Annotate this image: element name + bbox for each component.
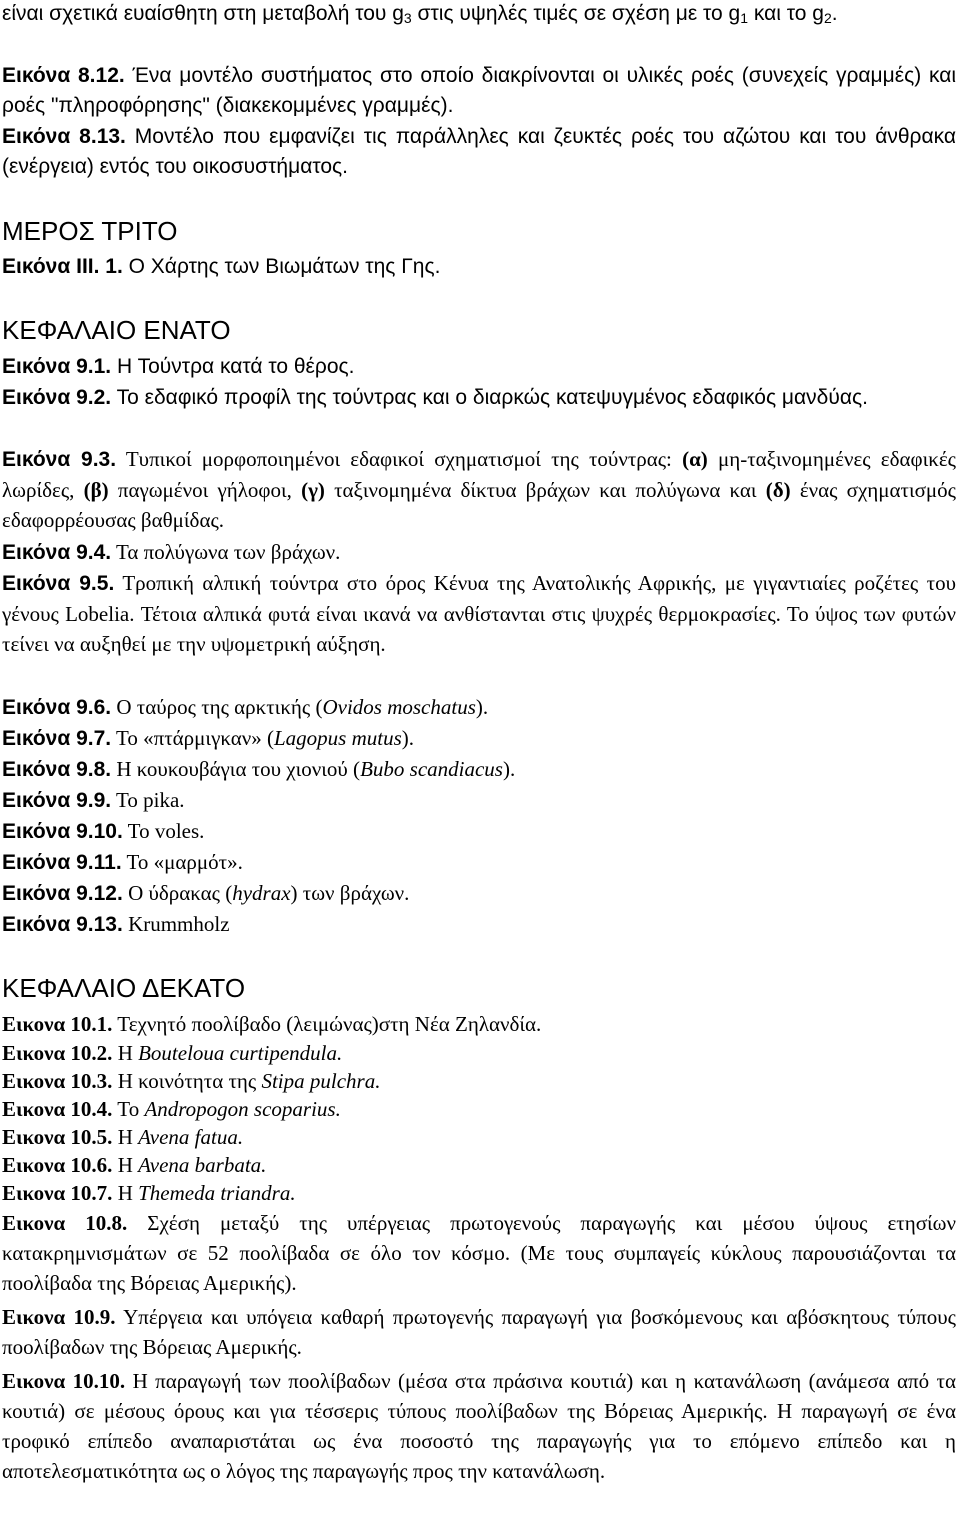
section-heading-part-three: ΜΕΡΟΣ ΤΡΙΤΟ (2, 216, 178, 246)
chapter-heading-nine: ΚΕΦΑΛΑΙΟ ΕΝΑΤΟ (2, 315, 231, 345)
intro-text: είναι σχετικά ευαίσθητη στη μεταβολή του g (2, 2, 404, 25)
figure-text: Σχέση μεταξύ της υπέργειας πρωτογενούς παραγωγής και μέσου ύψους ετησίων κατακρημνισμάτων σε 52 ποολίβαδα σε όλο τον κόσμο. (Με τους συμπαγείς κύκλους παρουσιάζονται τα ποολίβαδα της Βόρειας Αμερικής). (2, 1211, 956, 1295)
figure-text: Τυπικοί μορφοποιημένοι εδαφικοί σχηματισμοί της τούντρας: (116, 447, 683, 471)
species-name: Lagopus mutus (274, 726, 402, 750)
figure-text: ένας σχηματισμός εδαφορρέουσας βαθμίδας. (2, 478, 956, 532)
figure-label: Εικόνα 8.13. (2, 125, 126, 148)
figure-text: Η κοινότητα της (112, 1069, 262, 1093)
figure-text: ) των βράχων. (290, 881, 410, 905)
figure-text: Η (112, 1181, 139, 1205)
figure-caption-9-1 (2, 352, 956, 382)
figure-label: Εικόνα 9.6. (2, 696, 112, 719)
figure-label: Εικονα 10.3. (2, 1069, 113, 1093)
species-name: Ovidos moschatus (322, 695, 476, 719)
figure-label: Εικόνα 9.12. (2, 882, 123, 905)
figure-caption-9-7 (2, 723, 956, 754)
figure-text: Ο Χάρτης των Βιωμάτων της Γης. (122, 255, 441, 278)
figure-text: Μοντέλο που εμφανίζει τις παράλληλες και ζευκτές ροές του αζώτου και του άνθρακα (ενέργεια) εντός του οικοσυστήματος. (2, 125, 957, 178)
figure-label: Εικονα 10.9. (2, 1305, 116, 1329)
figure-caption-10-6 (2, 1150, 956, 1180)
figure-caption-9-2 (2, 383, 956, 413)
figure-label: Εικόνα 9.7. (2, 727, 112, 750)
figure-text: Το εδαφικό προφίλ της τούντρας και ο διαρκώς κατεψυγμένος εδαφικός μανδύας. (111, 386, 868, 409)
figure-text: Το «πτάρμιγκαν» ( (111, 726, 274, 750)
figure-text: Τα πολύγωνα των βράχων. (111, 540, 341, 564)
species-name: hydrax (232, 881, 291, 905)
figure-caption-9-4 (2, 537, 956, 568)
figure-caption-10-2 (2, 1038, 956, 1068)
species-name: Avena fatua. (138, 1125, 244, 1149)
figure-text: ). (475, 695, 489, 719)
figure-label: Εικόνα 9.5. (2, 572, 115, 595)
figure-text: Το pika. (111, 788, 185, 812)
figure-text: Η (112, 1041, 139, 1065)
figure-text: Ο ύδρακας ( (122, 881, 233, 905)
figure-text: Η (112, 1153, 139, 1177)
figure-label: Εικονα 10.8. (2, 1211, 128, 1235)
figure-label: Εικόνα 8.12. (2, 64, 125, 87)
figure-caption-9-12 (2, 878, 956, 909)
figure-caption-8-13 (2, 122, 956, 182)
figure-caption-10-3 (2, 1066, 956, 1096)
figure-label: Εικόνα ΙΙΙ. 1. (2, 255, 123, 278)
figure-label: Εικονα 10.2. (2, 1041, 113, 1065)
figure-label: Εικονα 10.10. (2, 1369, 126, 1393)
figure-label: Εικόνα 9.3. (2, 448, 117, 471)
figure-label: Εικόνα 9.10. (2, 820, 123, 843)
figure-label: Εικονα 10.7. (2, 1181, 113, 1205)
species-name: Bubo scandiacus (360, 757, 503, 781)
figure-caption-9-5 (2, 568, 956, 659)
subscript: 3 (403, 10, 412, 26)
intro-text: . (831, 2, 838, 25)
figure-label: Εικονα 10.6. (2, 1153, 113, 1177)
item-marker: (δ) (765, 478, 791, 502)
intro-text: στις υψηλές τιμές σε σχέση με το g (411, 2, 741, 25)
figure-label: Εικονα 10.4. (2, 1097, 113, 1121)
figure-label: Εικόνα 9.4. (2, 541, 112, 564)
item-marker: (γ) (301, 478, 325, 502)
figure-text: Ο ταύρος της αρκτικής ( (111, 695, 323, 719)
figure-caption-iii-1 (2, 252, 956, 282)
figure-text: Η Τούντρα κατά το θέρος. (111, 355, 355, 378)
intro-paragraph (2, 0, 956, 29)
figure-caption-10-5 (2, 1122, 956, 1152)
figure-text: ταξινομημένα δίκτυα βράχων και πολύγωνα και (324, 478, 766, 502)
chapter-heading-ten: ΚΕΦΑΛΑΙΟ ΔΕΚΑΤΟ (2, 973, 246, 1003)
species-name: Themeda triandra. (138, 1181, 296, 1205)
figure-caption-9-11 (2, 847, 956, 878)
intro-text: και το g (748, 2, 824, 25)
figure-label: Εικόνα 9.1. (2, 355, 112, 378)
figure-text: Το voles. (122, 819, 205, 843)
species-name: Andropogon scoparius. (144, 1097, 341, 1121)
figure-label: Εικονα 10.1. (2, 1012, 113, 1036)
figure-caption-10-7 (2, 1178, 956, 1208)
figure-caption-9-6 (2, 692, 956, 723)
figure-text: ). (401, 726, 415, 750)
figure-caption-8-12 (2, 61, 956, 121)
figure-text: Τεχνητό ποολίβαδο (λειμώνας)στη Νέα Ζηλανδία. (112, 1012, 542, 1036)
figure-label: Εικόνα 9.8. (2, 758, 112, 781)
figure-text: Το (112, 1097, 145, 1121)
item-marker: (α) (682, 447, 708, 471)
figure-text: Τροπική αλπική τούντρα στο όρος Κένυα της Ανατολικής Αφρικής, με γιγαντιαίες ροζέτες του γένους Lobelia. Τέτοια αλπικά φυτά είναι ικανά να ανθίστανται στις ψυχρές θερμοκρασίες. Το ύψος των φυτών τείνει να αυξηθεί με την υψομετρική αύξηση. (2, 571, 956, 656)
species-name: Avena barbata. (138, 1153, 267, 1177)
figure-caption-10-10 (2, 1366, 956, 1486)
species-name: Bouteloua curtipendula. (138, 1041, 343, 1065)
figure-caption-10-9 (2, 1302, 956, 1362)
figure-text: παγωμένοι γήλοφοι, (108, 478, 302, 502)
figure-caption-9-8 (2, 754, 956, 785)
figure-label: Εικόνα 9.2. (2, 386, 112, 409)
figure-caption-10-1 (2, 1009, 956, 1039)
figure-label: Εικόνα 9.13. (2, 913, 123, 936)
figure-text: Η κουκουβάγια του χιονιού ( (111, 757, 361, 781)
figure-caption-10-8 (2, 1208, 956, 1298)
figure-text: Το «μαρμότ». (121, 850, 243, 874)
figure-caption-9-13 (2, 909, 956, 940)
figure-caption-9-3 (2, 444, 956, 535)
subscript: 2 (823, 10, 832, 26)
figure-caption-9-9 (2, 785, 956, 816)
item-marker: (β) (83, 478, 109, 502)
figure-text: ). (502, 757, 516, 781)
subscript: 1 (740, 10, 749, 26)
species-name: Stipa pulchra. (261, 1069, 381, 1093)
figure-text: Η (112, 1125, 139, 1149)
figure-label: Εικόνα 9.11. (2, 851, 122, 874)
figure-caption-9-10 (2, 816, 956, 847)
figure-label: Εικονα 10.5. (2, 1125, 113, 1149)
figure-label: Εικόνα 9.9. (2, 789, 112, 812)
figure-text: Η παραγωγή των ποολίβαδων (μέσα στα πράσινα κουτιά) και η κατανάλωση (ανάμεσα από τα κουτιά) σε μέσους όρους και για τέσσερις τύπους ποολίβαδων της Βόρειας Αμερικής. Η παραγωγή σε ένα τροφικό επίπεδο αναπαριστάται ως ένα ποσοστό της παραγωγής για το επόμενο επίπεδο και η αποτελεσματικότητα ως ο λόγος της παραγωγής προς την κατανάλωση. (2, 1369, 956, 1483)
figure-text: Υπέργεια και υπόγεια καθαρή πρωτογενής παραγωγή για βοσκόμενους και αβόσκητους τύπους ποολίβαδων της Βόρειας Αμερικής. (2, 1305, 956, 1359)
figure-caption-10-4 (2, 1094, 956, 1124)
figure-text: Krummholz (122, 912, 230, 936)
figure-text: Ένα μοντέλο συστήματος στο οποίο διακρίνονται οι υλικές ροές (συνεχείς γραμμές) και ροές "πληροφόρησης" (διακεκομμένες γραμμές). (2, 64, 957, 117)
figure-text: μη-ταξινομημένες εδαφικές λωρίδες, (2, 447, 956, 502)
